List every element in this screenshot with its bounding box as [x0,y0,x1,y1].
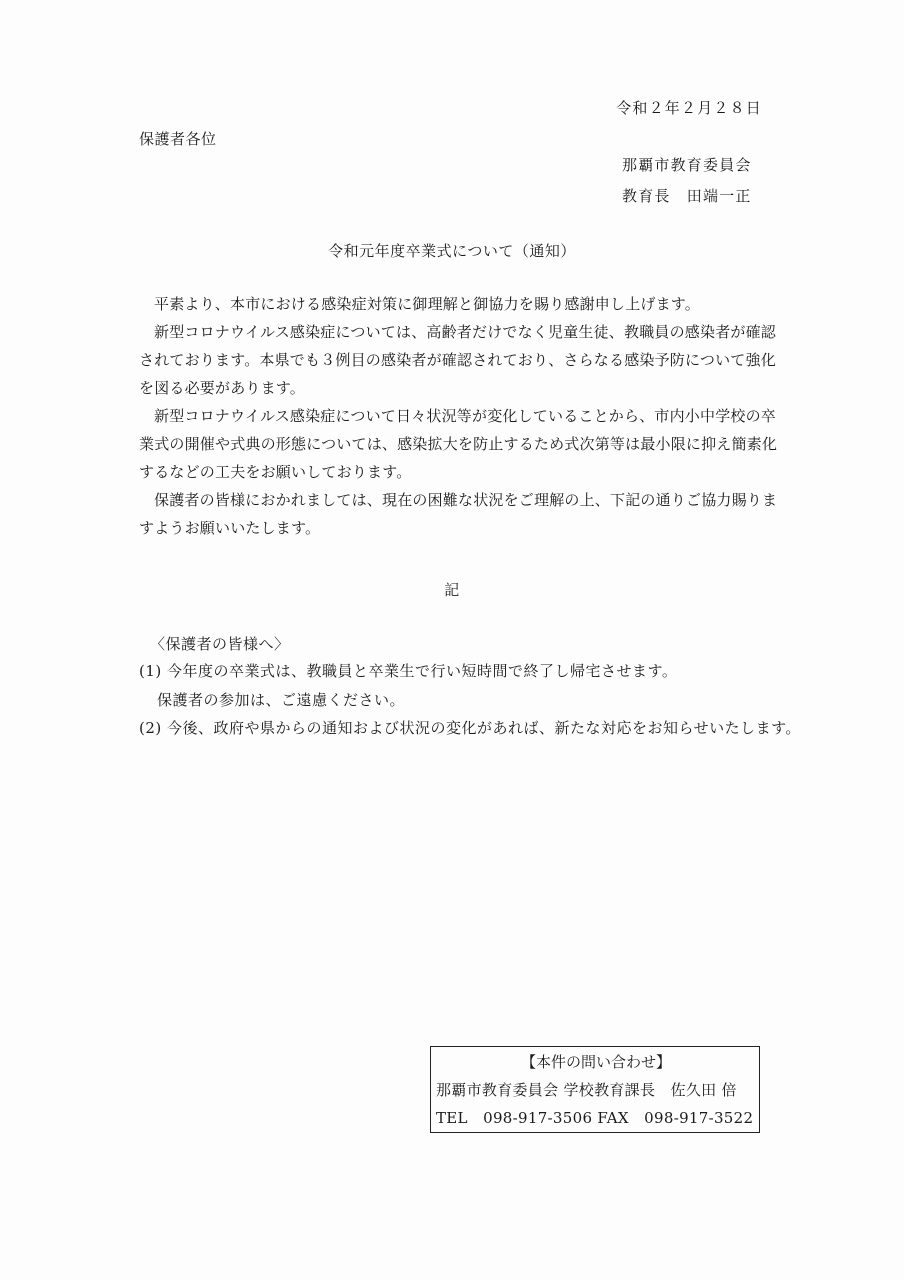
contact-department: 那覇市教育委員会 学校教育課長 佐久田 倍 [436,1081,737,1099]
document-date: 令和２年２月２８日 [616,99,762,117]
sender-organization: 那覇市教育委員会 [622,156,752,174]
body-paragraph-3: 新型コロナウイルス感染症について日々状況等が変化していることから、市内小中学校の卒業式の開催や式典の形態については、感染拡大を防止するため式次第等は最小限に抑え簡素化するなどの工夫をお願いしております。 [139,407,778,481]
body-paragraph-4: 保護者の皆様におかれましては、現在の困難な状況をご理解の上、下記の通りご協力賜りますようお願いいたします。 [139,491,778,537]
document-title: 令和元年度卒業式について（通知） [328,242,576,260]
contact-phone-fax: TEL 098-917-3506 FAX 098-917-3522 [436,1109,754,1127]
list-item-1: (1) 今年度の卒業式は、教職員と卒業生で行い短時間で終了し帰宅させます。 [139,662,678,680]
sender-name: 教育長 田端一正 [622,187,752,205]
sub-heading: 〈保護者の皆様へ〉 [150,635,290,653]
ki-heading: 記 [444,581,460,599]
list-item-2: (2) 今後、政府や県からの通知および状況の変化があれば、新たな対応をお知らせいたします。 [139,719,801,737]
contact-title: 【本件の問い合わせ】 [520,1053,671,1071]
recipient: 保護者各位 [139,130,217,148]
body-paragraph-2: 新型コロナウイルス感染症については、高齢者だけでなく児童生徒、教職員の感染者が確認されております。本県でも３例目の感染者が確認されており、さらなる感染予防について強化を図る必要があります。 [139,323,777,397]
body-paragraph-1: 平素より、本市における感染症対策に御理解と御協力を賜り感謝申し上げます。 [154,295,701,313]
list-item-1-continuation: 保護者の参加は、ご遠慮ください。 [157,691,406,709]
contact-box [430,1046,760,1133]
